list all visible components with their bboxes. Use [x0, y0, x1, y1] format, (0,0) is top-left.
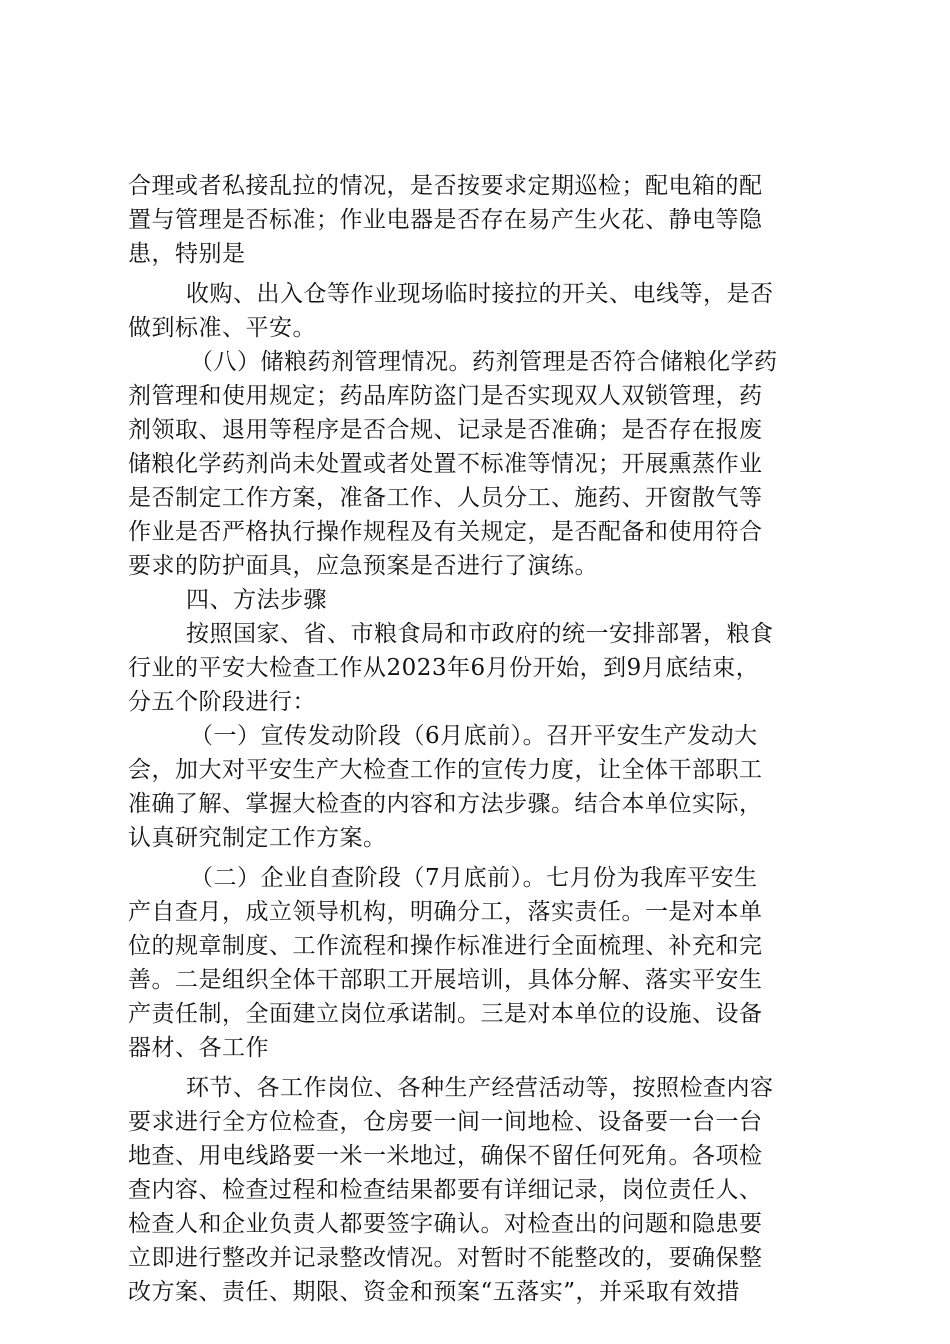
text-line: 分五个阶段进行：: [128, 689, 316, 715]
text-line: 置与管理是否标准；作业电器是否存在易产生火花、静电等隐: [128, 207, 763, 233]
text-line: 产自查月，成立领导机构，明确分工，落实责任。一是对本单: [128, 899, 763, 925]
document-body: [128, 169, 818, 1309]
text-line: 位的规章制度、工作流程和操作标准进行全面梳理、补充和完: [128, 933, 763, 959]
text-line: 准确了解、掌握大检查的内容和方法步骤。结合本单位实际，: [128, 791, 763, 817]
text-line: 剂管理和使用规定；药品库防盗门是否实现双人双锁管理，药: [128, 383, 763, 409]
paragraph-electric-check: [128, 169, 818, 271]
text-line: 立即进行整改并记录整改情况。对暂时不能整改的，要确保整: [128, 1245, 763, 1271]
text-line: 查内容、检查过程和检查结果都要有详细记录，岗位责任人、: [128, 1177, 763, 1203]
text-line: 患，特别是: [128, 241, 246, 267]
text-line: 善。二是组织全体干部职工开展培训，具体分解、落实平安生: [128, 967, 763, 993]
text-line: 要求的防护面具，应急预案是否进行了演练。: [128, 553, 598, 579]
text-line: 改方案、责任、期限、资金和预案“五落实”，并采取有效措: [128, 1279, 741, 1305]
section-heading-methods: [128, 583, 818, 617]
text-line: 要求进行全方位检查，仓房要一间一间地检、设备要一台一台: [128, 1109, 763, 1135]
text-line: 检查人和企业负责人都要签字确认。对检查出的问题和隐患要: [128, 1211, 763, 1237]
text-line: （一）宣传发动阶段（6月底前）。召开平安生产发动大: [190, 723, 758, 749]
text-line: 器材、各工作: [128, 1035, 269, 1061]
text-line: 按照国家、省、市粮食局和市政府的统一安排部署，粮食: [186, 621, 774, 647]
paragraph-pesticide-management: [128, 345, 818, 583]
paragraph-full-inspection: [128, 1071, 818, 1309]
paragraph-temporary-wiring: [128, 277, 818, 345]
text-line: 会，加大对平安生产大检查工作的宣传力度，让全体干部职工: [128, 757, 763, 783]
text-line: 收购、出入仓等作业现场临时接拉的开关、电线等，是否: [186, 281, 774, 307]
text-line: （二）企业自查阶段（7月底前）。七月份为我库平安生: [190, 865, 758, 891]
text-line: （八）储粮药剂管理情况。药剂管理是否符合储粮化学药: [190, 349, 778, 375]
text-line: 作业是否严格执行操作规程及有关规定，是否配备和使用符合: [128, 519, 763, 545]
text-line: 合理或者私接乱拉的情况，是否按要求定期巡检；配电箱的配: [128, 173, 763, 199]
text-line: 认真研究制定工作方案。: [128, 825, 387, 851]
text-line: 产责任制，全面建立岗位承诺制。三是对本单位的设施、设备: [128, 1001, 763, 1027]
text-line: 环节、各工作岗位、各种生产经营活动等，按照检查内容: [186, 1075, 774, 1101]
text-line: 是否制定工作方案，准备工作、人员分工、施药、开窗散气等: [128, 485, 763, 511]
text-line: 剂领取、退用等程序是否合规、记录是否准确；是否存在报废: [128, 417, 763, 443]
paragraph-stage-one: [128, 719, 818, 855]
text-line: 做到标准、平安。: [128, 315, 316, 341]
text-line: 行业的平安大检查工作从2023年6月份开始，到9月底结束，: [128, 655, 760, 681]
paragraph-schedule: [128, 617, 818, 719]
paragraph-stage-two: [128, 861, 818, 1065]
section-heading: 四、方法步骤: [186, 587, 327, 613]
text-line: 地查、用电线路要一米一米地过，确保不留任何死角。各项检: [128, 1143, 763, 1169]
text-line: 储粮化学药剂尚未处置或者处置不标准等情况；开展熏蒸作业: [128, 451, 763, 477]
